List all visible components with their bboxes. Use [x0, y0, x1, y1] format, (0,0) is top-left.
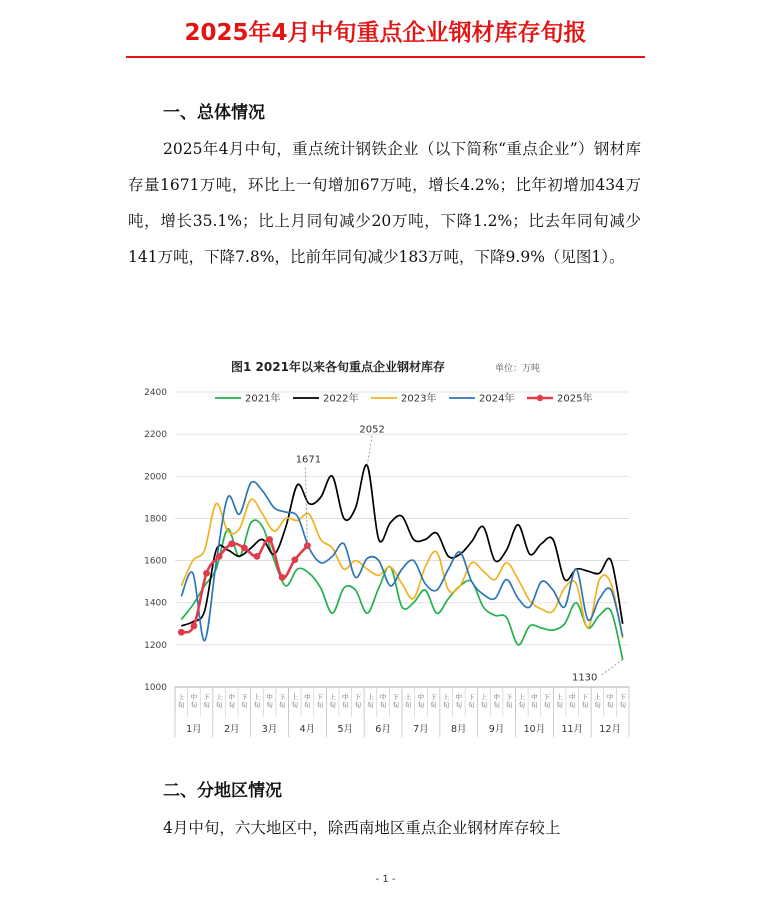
annotation-label: 1671	[295, 454, 322, 466]
series-point-2025	[266, 536, 273, 543]
chart-legend	[215, 392, 592, 405]
annotation-label: 1130	[571, 672, 598, 684]
annotation-label: 2052	[359, 424, 385, 436]
chart-series	[178, 465, 623, 660]
x-sub-tick-label: 上旬	[329, 693, 336, 709]
chart-unit-label: 单位：万吨	[495, 364, 541, 374]
series-point-2025	[304, 542, 311, 549]
x-sub-tick-label: 下旬	[619, 693, 626, 709]
y-tick-label: 1600	[144, 556, 167, 567]
x-sub-tick-label: 上旬	[367, 693, 374, 709]
y-tick-label: 2400	[144, 388, 167, 398]
x-sub-tick-label: 中旬	[531, 693, 538, 709]
x-sub-tick-label: 中旬	[455, 693, 462, 709]
month-label: 10月	[523, 724, 546, 735]
month-label: 12月	[599, 724, 621, 735]
chart-title: 图1 2021年以来各旬重点企业钢材库存	[231, 360, 445, 374]
x-sub-tick-label: 下旬	[505, 693, 513, 709]
series-point-2025	[241, 545, 248, 552]
series-point-2025	[178, 629, 185, 636]
series-point-2025	[203, 570, 210, 577]
chart-grid	[175, 392, 629, 687]
x-sub-tick-label: 中旬	[379, 693, 387, 709]
title-rule	[126, 56, 645, 58]
y-tick-label: 1000	[144, 683, 167, 693]
document-title: 2025年4月中旬重点企业钢材库存旬报	[184, 20, 587, 46]
series-point-2025	[216, 553, 223, 560]
x-sub-tick-label: 下旬	[392, 693, 399, 709]
series-line-2021年	[181, 520, 622, 659]
x-sub-tick-label: 上旬	[291, 693, 299, 709]
x-sub-tick-label: 下旬	[316, 693, 324, 709]
x-sub-tick-label: 中旬	[606, 693, 614, 709]
y-tick-label: 1400	[144, 598, 167, 609]
x-sub-tick-label: 中旬	[190, 693, 198, 709]
y-tick-label: 2200	[144, 430, 167, 441]
x-sub-tick-label: 上旬	[594, 693, 601, 709]
series-point-2025	[228, 540, 235, 547]
annotation-leader	[601, 660, 623, 676]
month-label: 4月	[299, 724, 316, 735]
x-sub-tick-label: 上旬	[556, 693, 563, 709]
month-label: 11月	[561, 724, 584, 735]
x-sub-tick-label: 上旬	[405, 693, 412, 709]
month-label: 8月	[450, 724, 467, 735]
x-sub-tick-label: 上旬	[178, 693, 185, 709]
x-sub-tick-label: 下旬	[543, 693, 551, 709]
section-1-heading: 一、总体情况	[163, 103, 265, 123]
inventory-chart-svg	[120, 352, 640, 747]
x-sub-tick-label: 下旬	[430, 693, 437, 709]
x-sub-tick-label: 下旬	[354, 693, 362, 709]
legend-marker	[537, 395, 543, 401]
month-label: 9月	[488, 724, 505, 735]
inventory-chart	[120, 352, 640, 747]
legend-label: 2021年	[245, 393, 281, 405]
x-sub-tick-label: 中旬	[342, 693, 349, 709]
annotation-leader	[367, 435, 372, 465]
x-sub-tick-label: 中旬	[493, 693, 500, 709]
x-sub-tick-label: 上旬	[215, 693, 223, 709]
annotation-leader	[305, 468, 307, 546]
section-2-paragraph: 4月中旬，六大地区中，除西南地区重点企业钢材库存较上	[163, 819, 561, 837]
y-tick-label: 1200	[144, 640, 167, 651]
legend-label: 2024年	[479, 393, 515, 405]
y-tick-label: 2000	[144, 472, 167, 483]
month-label: 2月	[223, 724, 240, 735]
x-sub-tick-label: 上旬	[480, 693, 488, 709]
y-tick-label: 1800	[144, 514, 167, 525]
x-sub-tick-label: 中旬	[266, 693, 273, 709]
month-label: 1月	[186, 724, 202, 735]
month-label: 6月	[375, 724, 391, 735]
x-sub-tick-label: 上旬	[253, 693, 261, 709]
month-label: 7月	[413, 724, 429, 735]
x-sub-tick-label: 下旬	[241, 693, 248, 709]
x-sub-tick-label: 下旬	[581, 693, 589, 709]
month-label: 3月	[261, 724, 278, 735]
x-sub-tick-label: 上旬	[442, 693, 450, 709]
series-point-2025	[279, 574, 286, 581]
x-sub-tick-label: 中旬	[228, 693, 235, 709]
legend-label: 2023年	[401, 393, 437, 405]
month-label: 5月	[337, 724, 354, 735]
series-point-2025	[254, 553, 261, 560]
series-point-2025	[291, 556, 298, 563]
x-sub-tick-label: 中旬	[569, 693, 576, 709]
section-1-paragraph: 2025年4月中旬，重点统计钢铁企业（以下简称“重点企业”）钢材库存量1671万吨，环比上一旬增加67万吨，增长4.2%；比年初增加434万吨，增长35.1%；比上月同旬减少20万吨，下降1.2%；比去年同旬减少141万吨，下降7.8%，比前年同旬减少183万吨，下降9.9%（见图1）。	[128, 140, 641, 266]
section-2-heading: 二、分地区情况	[163, 781, 282, 801]
x-sub-tick-label: 下旬	[278, 693, 286, 709]
x-sub-tick-label: 中旬	[304, 693, 311, 709]
series-point-2025	[191, 622, 198, 629]
x-sub-tick-label: 下旬	[468, 693, 475, 709]
page-number: - 1 -	[375, 874, 396, 885]
x-sub-tick-label: 上旬	[518, 693, 526, 709]
legend-label: 2025年	[557, 393, 593, 405]
x-sub-tick-label: 中旬	[417, 693, 425, 709]
legend-label: 2022年	[323, 393, 359, 405]
x-sub-tick-label: 下旬	[203, 693, 210, 709]
